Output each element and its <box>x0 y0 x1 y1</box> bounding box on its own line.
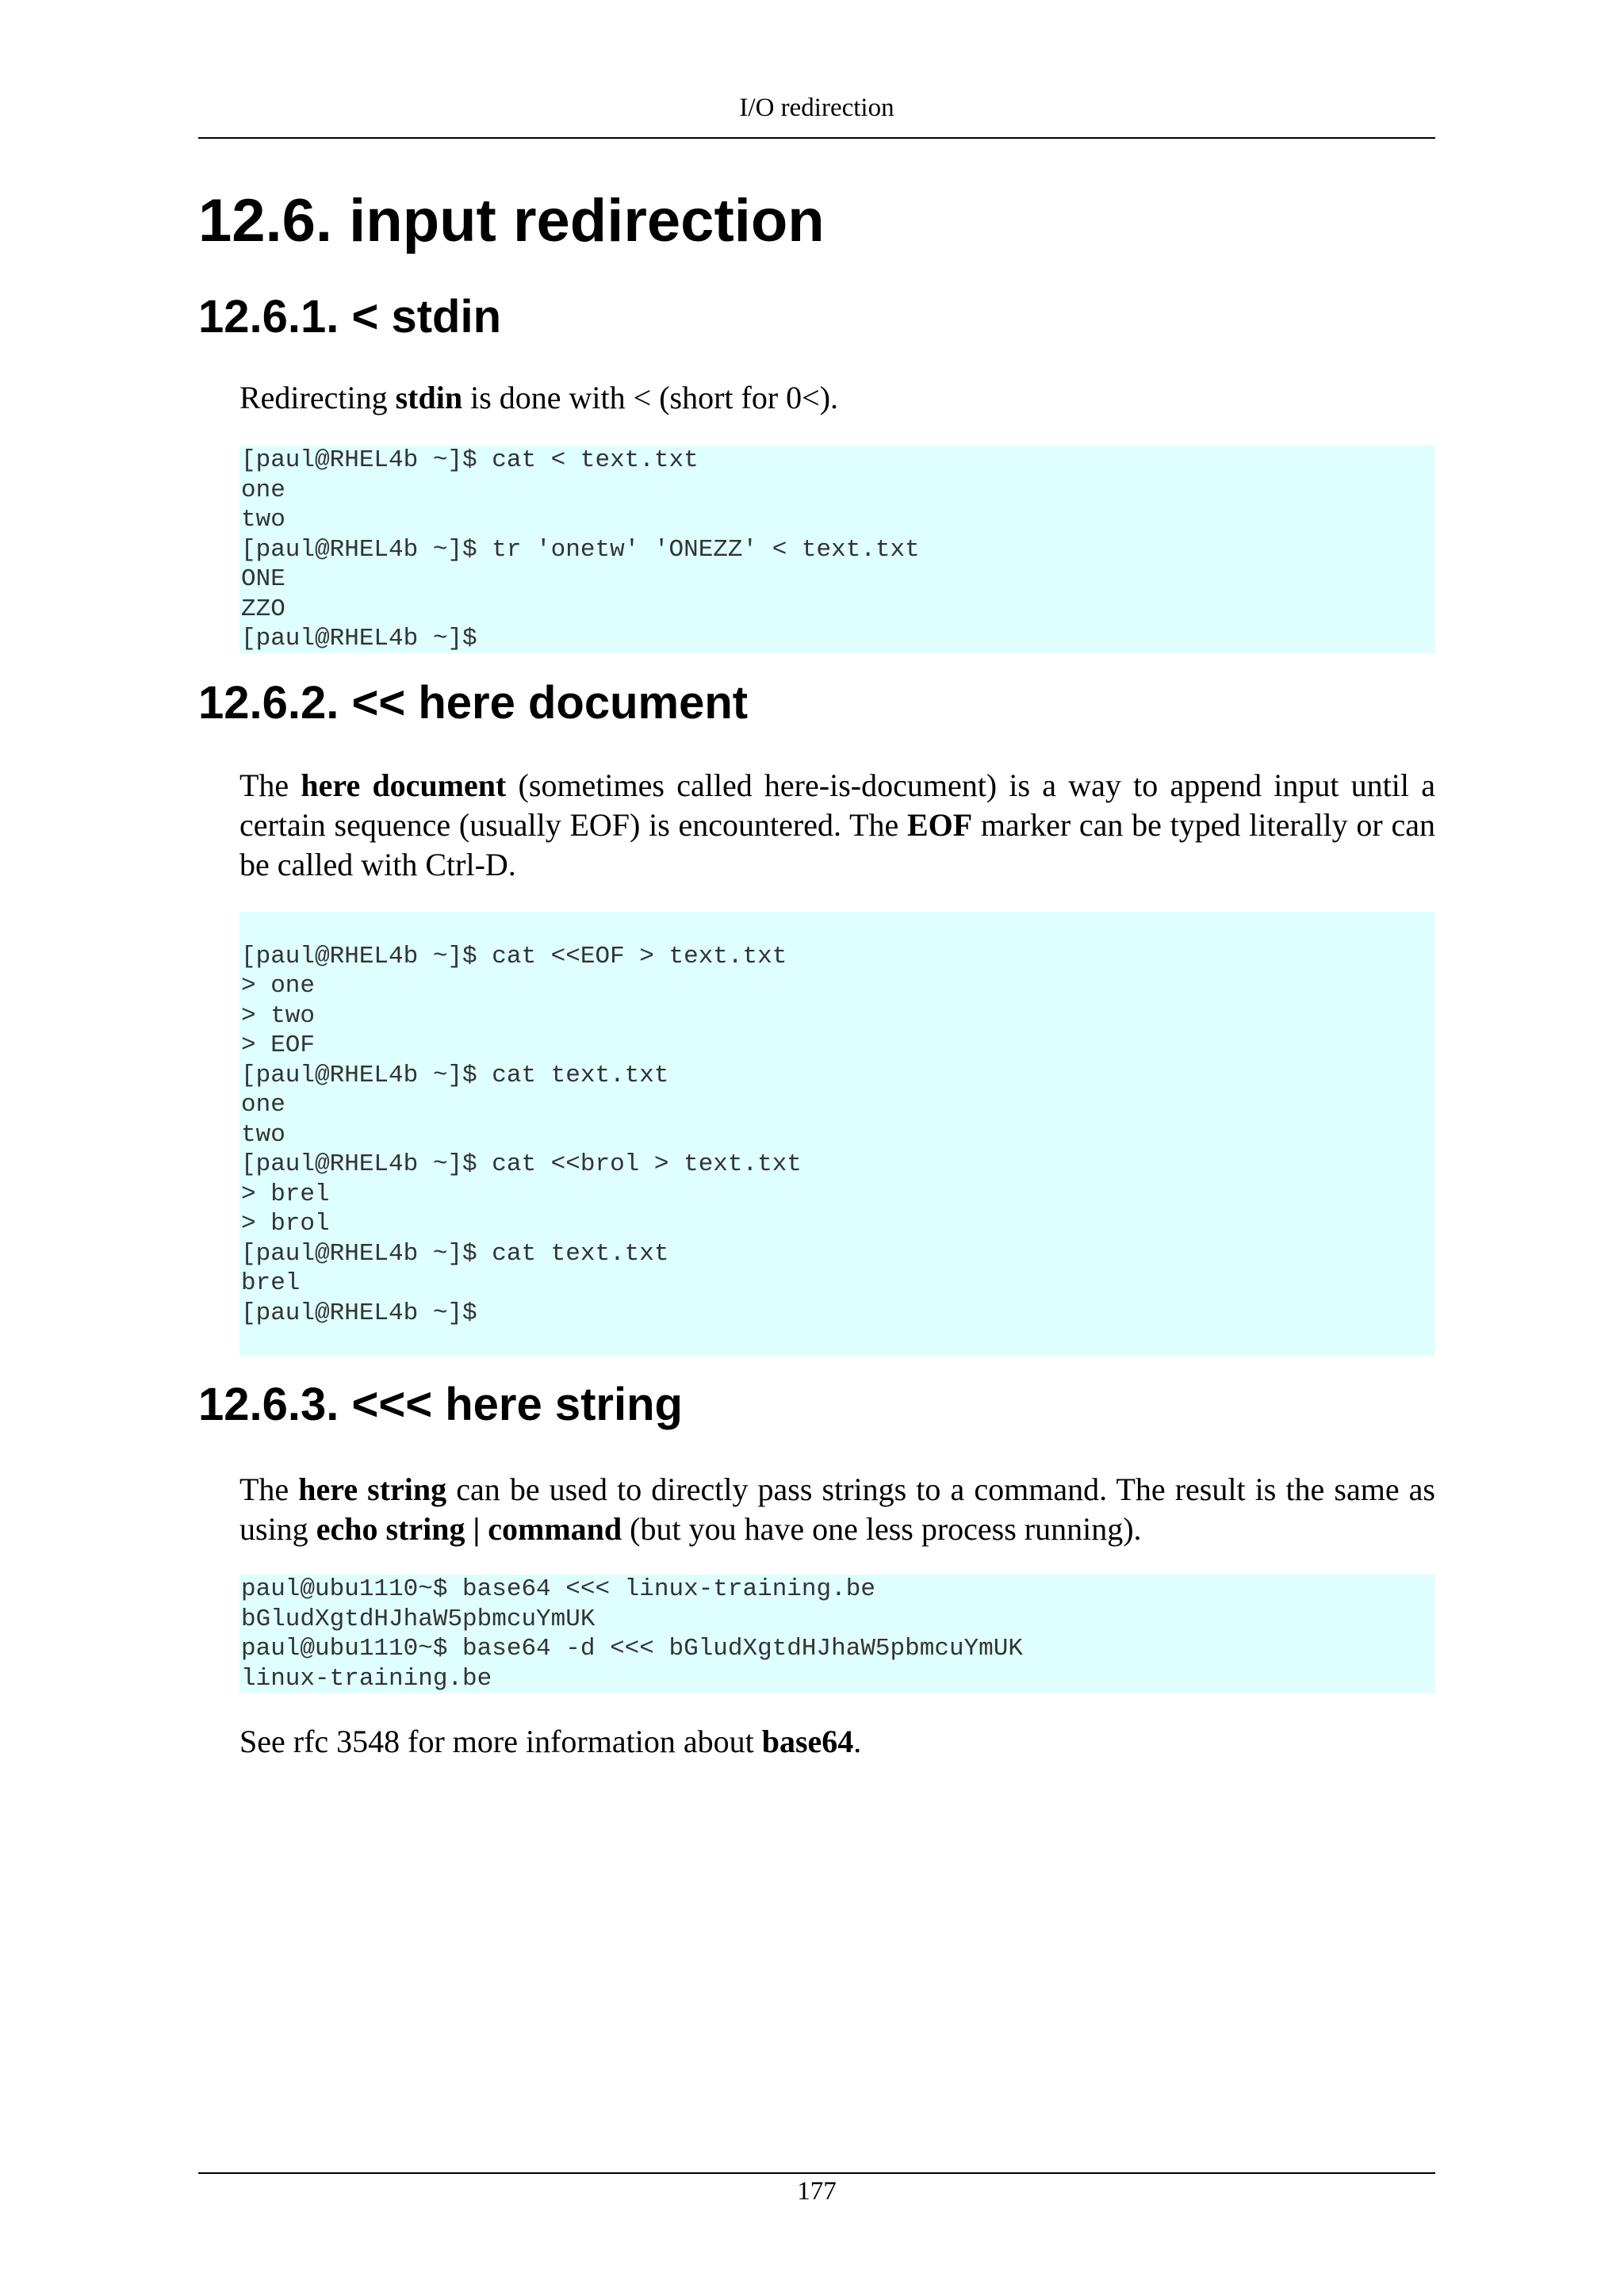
here-string-paragraph: The here string can be used to directly pass strings to a command. The result is the same as using echo string | command (but you have one less process running). <box>239 1471 1435 1547</box>
here-document-paragraph: The here document (sometimes called here-is-document) is a way to append input until a certain sequence (usually EOF) is encountered. The EOF marker can be typed literally or can be called with Ctrl-D. <box>239 767 1436 882</box>
subsection-title-stdin: 12.6.1. < stdin <box>198 291 502 342</box>
stdin-paragraph: Redirecting stdin is done with < (short for 0<). <box>239 380 839 415</box>
subsection-title-here-string: 12.6.3. <<< here string <box>198 1379 683 1430</box>
code-block-here-document: [paul@RHEL4b ~]$ cat <<EOF > text.txt > one > two > EOF [paul@RHEL4b ~]$ cat text.txt one two [paul@RHEL4b ~]$ cat <<brol > text.txt > brel > brol [paul@RHEL4b ~]$ cat text.txt brel [paul@RHEL4b ~]$ <box>239 912 1435 1356</box>
base64-note-paragraph: See rfc 3548 for more information about base64. <box>239 1724 862 1759</box>
section-title: 12.6. input redirection <box>198 187 825 254</box>
footer-rule <box>198 2172 1435 2174</box>
subsection-title-here-document: 12.6.2. << here document <box>198 677 749 729</box>
header-rule <box>198 137 1435 139</box>
running-header: I/O redirection <box>739 94 894 122</box>
page-number: 177 <box>797 2177 837 2206</box>
code-block-stdin: [paul@RHEL4b ~]$ cat < text.txt one two [paul@RHEL4b ~]$ tr 'onetw' 'ONEZZ' < text.txt ONE ZZO [paul@RHEL4b ~]$ <box>239 446 1435 653</box>
code-block-here-string: paul@ubu1110~$ base64 <<< linux-training.be bGludXgtdHJhaW5pbmcuYmUK paul@ubu1110~$ base64 -d <<< bGludXgtdHJhaW5pbmcuYmUK linux-training.be <box>239 1575 1435 1693</box>
